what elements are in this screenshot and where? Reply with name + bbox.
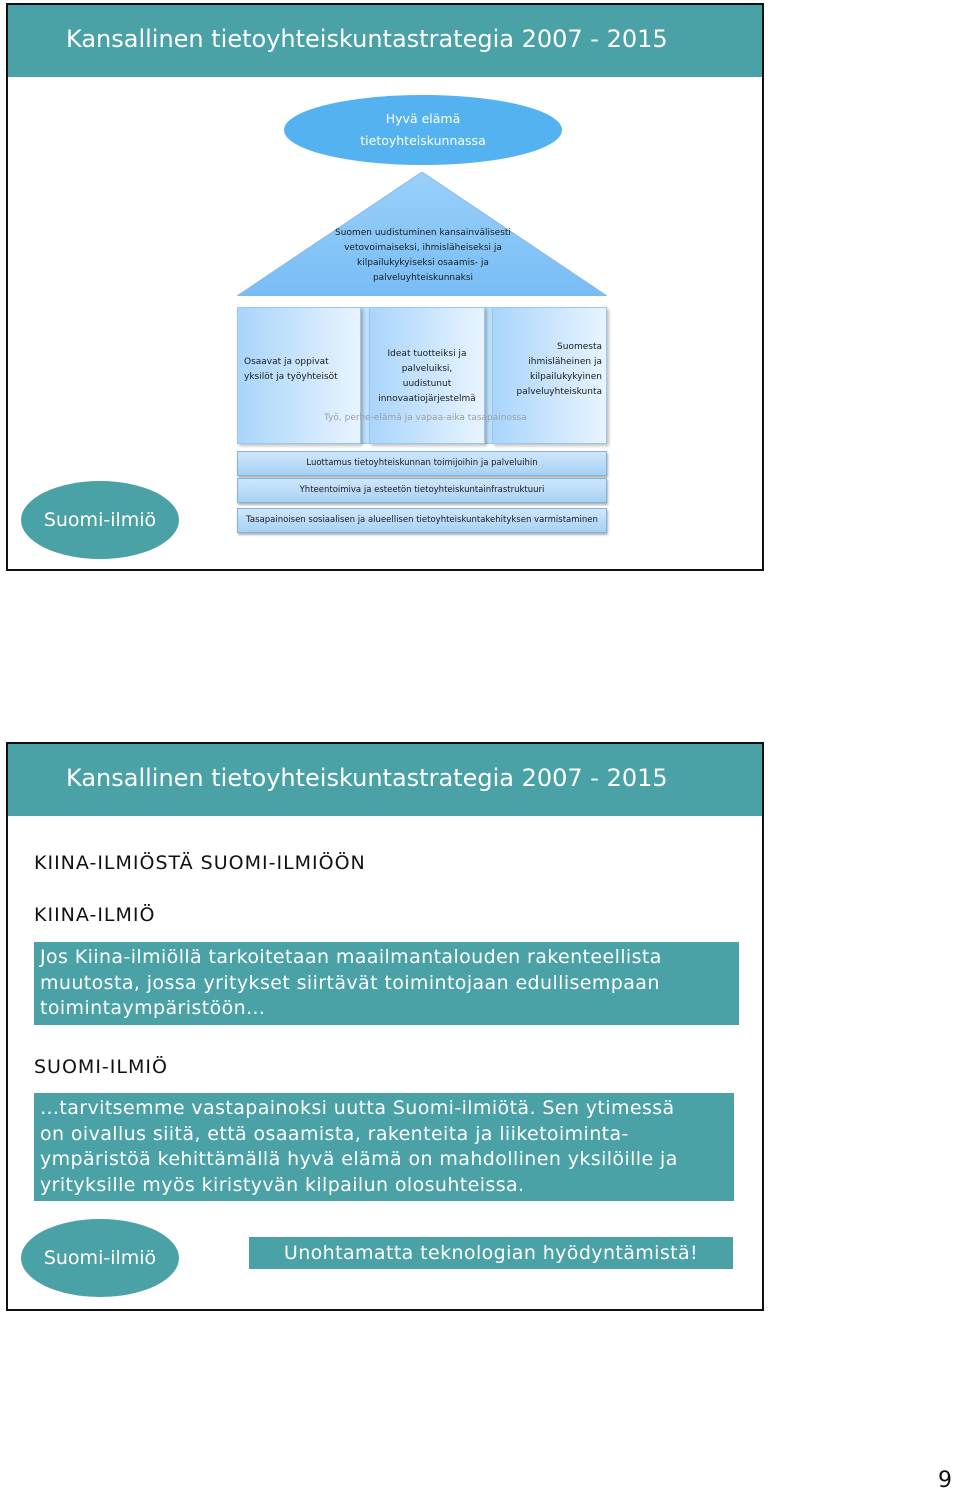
- slide-title: Kansallinen tietoyhteiskuntastrategia 2007 - 2015: [66, 25, 668, 53]
- suomi-line-3: ympäristöä kehittämällä hyvä elämä on mahdollinen yksilöille ja: [40, 1148, 678, 1170]
- pillar-right-line-3: kilpailukykyinen: [529, 372, 602, 382]
- pillar-middle-line-3: uudistunut: [402, 379, 452, 389]
- pillar-middle-text: [369, 347, 485, 407]
- heading-kiina: KIINA-ILMIÖ: [34, 904, 156, 926]
- heading-suomi: SUOMI-ILMIÖ: [34, 1056, 168, 1078]
- roof-text: [318, 226, 528, 286]
- pillar-right-line-1: Suomesta: [557, 342, 602, 352]
- foundation-bar-2: Yhteentoimiva ja esteetön tietoyhteiskuntainfrastruktuuri: [237, 478, 607, 503]
- kiina-line-2: muutosta, jossa yritykset siirtävät toimintojaan edullisempaan: [40, 971, 660, 994]
- roof-line-3: kilpailukykyiseksi osaamis- ja: [357, 258, 489, 268]
- slide-title: Kansallinen tietoyhteiskuntastrategia 2007 - 2015: [66, 764, 668, 792]
- pillar-right-line-2: ihmisläheinen ja: [528, 357, 602, 367]
- pillar-right-line-4: palveluyhteiskunta: [516, 387, 602, 397]
- pillar-middle-line-4: innovaatiojärjestelmä: [378, 394, 476, 404]
- vision-oval: [284, 95, 562, 165]
- vision-line-1: Hyvä elämä: [385, 111, 461, 126]
- pillar-left-line-2: yksilöt ja työyhteisöt: [244, 372, 338, 382]
- pillar-left-line-1: Osaavat ja oppivat: [244, 357, 329, 367]
- roof-line-2: vetovoimaiseksi, ihmisläheiseksi ja: [344, 243, 502, 253]
- suomi-line-1: …tarvitsemme vastapainoksi uutta Suomi-ilmiötä. Sen ytimessä: [40, 1097, 675, 1119]
- slide-title-bar: [8, 5, 762, 77]
- suomi-text-box: [34, 1093, 734, 1201]
- balance-text: Työ, perhe-elämä ja vapaa-aika tasapainossa: [324, 413, 527, 423]
- suomi-line-4: yrityksille myös kiristyvän kilpailun olosuhteissa.: [40, 1173, 525, 1196]
- slide-title-bar: [8, 744, 762, 816]
- suomi-ilmio-badge: Suomi-ilmiö: [21, 481, 179, 559]
- kiina-line-3: toimintaympäristöön…: [40, 997, 266, 1019]
- kiina-line-1: Jos Kiina-ilmiöllä tarkoitetaan maailmantalouden rakenteellista: [40, 946, 662, 968]
- roof-line-4: palveluyhteiskunnaksi: [372, 273, 474, 283]
- footer-box: Unohtamatta teknologian hyödyntämistä!: [249, 1237, 733, 1269]
- slide-strategy-diagram: [6, 3, 764, 571]
- heading-main: KIINA-ILMIÖSTÄ SUOMI-ILMIÖÖN: [34, 852, 366, 874]
- slide-suomi-ilmio: [6, 742, 764, 1311]
- pillar-left-text: [244, 355, 338, 385]
- suomi-ilmio-badge: Suomi-ilmiö: [21, 1219, 179, 1297]
- pillar-middle-line-1: Ideat tuotteiksi ja: [387, 349, 467, 359]
- kiina-text-box: [34, 942, 739, 1025]
- page-number: 9: [938, 1468, 952, 1493]
- suomi-line-2: on oivallus siitä, että osaamista, rakenteita ja liiketoiminta-: [40, 1122, 629, 1145]
- vision-line-2: tietoyhteiskunnassa: [360, 133, 486, 148]
- roof-line-1: Suomen uudistuminen kansainvälisesti: [335, 228, 511, 238]
- pillar-middle-line-2: palveluiksi,: [401, 364, 453, 374]
- pillar-right-text: [492, 340, 602, 400]
- foundation-bar-1: Luottamus tietoyhteiskunnan toimijoihin ja palveluihin: [237, 451, 607, 476]
- foundation-bar-3: Tasapainoisen sosiaalisen ja alueellisen tietoyhteiskuntakehityksen varmistaminen: [237, 508, 607, 533]
